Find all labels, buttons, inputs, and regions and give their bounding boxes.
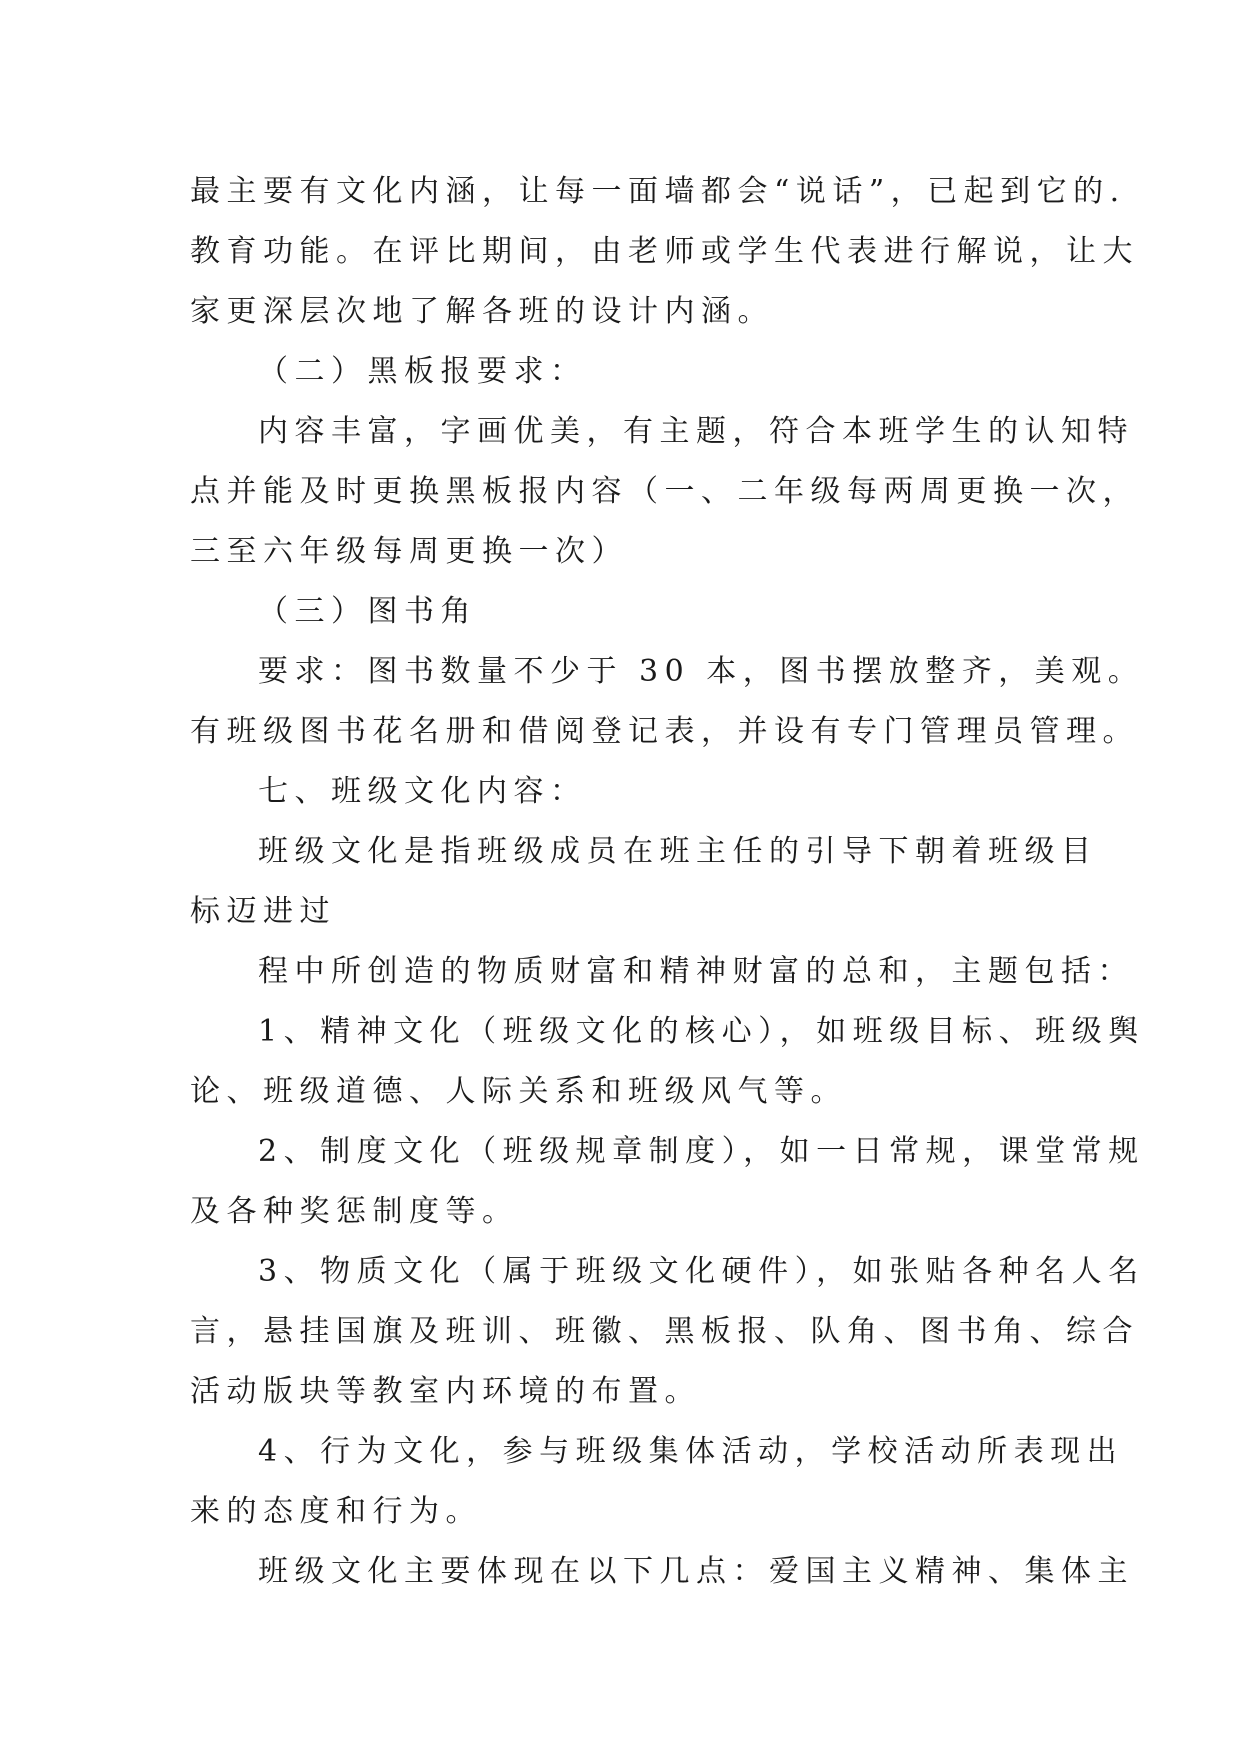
text-line: 活动版块等教室内环境的布置。: [190, 1374, 701, 1409]
text-line: 来的态度和行为。: [190, 1494, 482, 1529]
text-line: 家更深层次地了解各班的设计内涵。: [190, 294, 774, 329]
list-item: 1、精神文化（班级文化的核心），如班级目标、班级舆: [258, 1014, 1145, 1049]
text-line: 教育功能。在评比期间，由老师或学生代表进行解说，让大: [190, 234, 1139, 269]
text-line: 要求：图书数量不少于 30 本，图书摆放整齐，美观。: [258, 654, 1145, 689]
list-item: 3、物质文化（属于班级文化硬件），如张贴各种名人名: [258, 1254, 1145, 1289]
text-line: 班级文化是指班级成员在班主任的引导下朝着班级目: [258, 834, 1098, 869]
text-line: 论、班级道德、人际关系和班级风气等。: [190, 1074, 847, 1109]
text-line: 三至六年级每周更换一次）: [190, 534, 628, 569]
text-line: 及各种奖惩制度等。: [190, 1194, 519, 1229]
text-line: 言，悬挂国旗及班训、班徽、黑板报、队角、图书角、综合: [190, 1314, 1139, 1349]
text-line: 点并能及时更换黑板报内容（一、二年级每两周更换一次，: [190, 474, 1139, 509]
document-body: [190, 162, 1145, 1602]
text-line: 有班级图书花名册和借阅登记表，并设有专门管理员管理。: [190, 714, 1139, 749]
text-line: 班级文化主要体现在以下几点：爱国主义精神、集体主: [258, 1554, 1134, 1589]
list-item: 4、行为文化，参与班级集体活动，学校活动所表现出: [258, 1434, 1124, 1469]
text-line: 程中所创造的物质财富和精神财富的总和，主题包括：: [258, 954, 1134, 989]
text-line: 内容丰富，字画优美，有主题，符合本班学生的认知特: [258, 414, 1134, 449]
section-heading: （三）图书角: [258, 594, 477, 629]
section-heading: 七、班级文化内容：: [258, 774, 587, 809]
text-line: 最主要有文化内涵，让每一面墙都会“说话”，已起到它的.: [190, 174, 1126, 209]
list-item: 2、制度文化（班级规章制度），如一日常规，课堂常规: [258, 1134, 1145, 1169]
text-line: 标迈进过: [190, 894, 336, 929]
section-heading: （二）黑板报要求：: [258, 354, 587, 389]
